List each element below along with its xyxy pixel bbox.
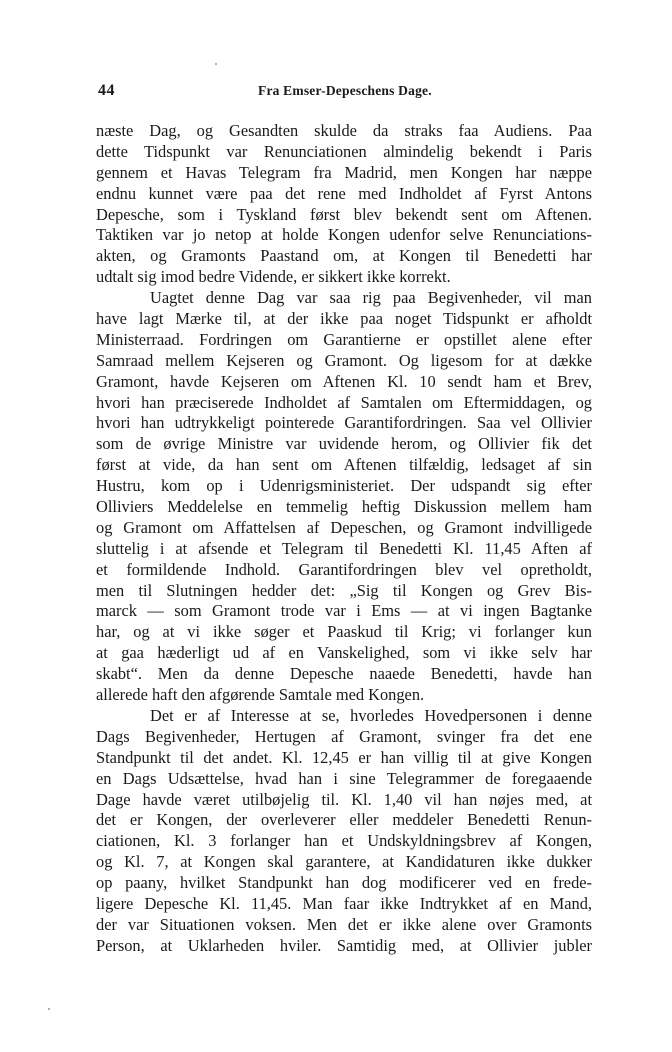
text-line: Person, at Uklarheden hviler. Samtidig med, at Ollivier jubler <box>96 935 592 955</box>
text-line: Samraad mellem Kejseren og Gramont. Og ligesom for at dække <box>96 350 592 370</box>
text-line: en Dags Udsættelse, hvad han i sine Telegrammer de foregaaende <box>96 768 592 788</box>
text-line: hvori han præciserede Indholdet af Samtalen om Eftermiddagen, og <box>96 392 592 412</box>
text-line: marck — som Gramont trode var i Ems — at vi ingen Bagtanke <box>96 601 592 621</box>
text-line: Hustru, kom op i Udenrigsministeriet. Der udspandt sig efter <box>96 476 592 496</box>
text-line: gennem et Havas Telegram fra Madrid, men Kongen har næppe <box>96 162 592 182</box>
text-line: og Gramont om Affattelsen af Depeschen, og Gramont indvilligede <box>96 517 592 537</box>
text-line: ligere Depesche Kl. 11,45. Man faar ikke Indtrykket af en Mand, <box>96 893 592 913</box>
text-line: der var Situationen voksen. Men det er ikke alene over Gramonts <box>96 914 592 934</box>
text-line: som de øvrige Ministre var uvidende herom, og Ollivier fik det <box>96 434 592 454</box>
text-line: have lagt Mærke til, at der ikke paa noget Tidspunkt er afholdt <box>96 309 592 329</box>
text-line: dette Tidspunkt var Renunciationen almindelig bekendt i Paris <box>96 141 592 161</box>
text-line: Olliviers Meddelelse en temmelig heftig Diskussion mellem ham <box>96 497 592 517</box>
text-line: næste Dag, og Gesandten skulde da straks faa Audiens. Paa <box>96 121 592 140</box>
text-line: skabt“. Men da denne Depesche naaede Benedetti, havde han <box>96 664 592 684</box>
text-line: Uagtet denne Dag var saa rig paa Begivenheder, vil man <box>150 288 592 308</box>
text-line: at gaa hæderligt ud af en Vanskelighed, som vi ikke selv har <box>96 643 592 663</box>
text-line: endnu kunnet være paa det rene med Indholdet af Fyrst Antons <box>96 183 592 203</box>
text-line: Standpunkt til det andet. Kl. 12,45 er han villig til at give Kongen <box>96 747 592 767</box>
text-line: akten, og Gramonts Paastand om, at Kongen til Benedetti har <box>96 246 592 266</box>
text-line: Ministerraad. Fordringen om Garantierne er opstillet alene efter <box>96 329 592 349</box>
text-line: det er Kongen, der overleverer eller meddeler Benedetti Renun- <box>96 810 592 830</box>
text-line: Gramont, havde Kejseren om Aftenen Kl. 10 sendt ham et Brev, <box>96 371 592 391</box>
text-line: sluttelig i at afsende et Telegram til Benedetti Kl. 11,45 Aften af <box>96 538 592 558</box>
text-line: et formildende Indhold. Garantifordringen blev vel opretholdt, <box>96 559 592 579</box>
body-text <box>96 121 592 957</box>
running-head <box>98 82 592 102</box>
paper-speck <box>48 1008 50 1010</box>
text-line: men til Slutningen hedder det: „Sig til Kongen og Grev Bis- <box>96 580 592 600</box>
text-line: og Kl. 7, at Kongen skal garantere, at Kandidaturen ikke dukker <box>96 852 592 872</box>
text-line: først at vide, da han sent om Aftenen tilfældig, ledsaget af sin <box>96 455 592 475</box>
text-line: allerede haft den afgørende Samtale med Kongen. <box>96 685 425 705</box>
text-line: Det er af Interesse at se, hvorledes Hovedpersonen i denne <box>150 705 592 725</box>
text-line: udtalt sig imod bedre Vidende, er sikkert ikke korrekt. <box>96 267 451 287</box>
running-title: Fra Emser-Depeschens Dage. <box>258 83 432 98</box>
paper-speck <box>215 63 217 65</box>
text-line: Dage havde været utilbøjelig til. Kl. 1,40 vil han nøjes med, at <box>96 789 592 809</box>
text-line: Dags Begivenheder, Hertugen af Gramont, svinger fra det ene <box>96 726 592 746</box>
page-number: 44 <box>98 82 115 99</box>
text-line: Depesche, som i Tyskland først blev bekendt sent om Aftenen. <box>96 204 592 224</box>
text-line: Taktiken var jo netop at holde Kongen udenfor selve Renunciations- <box>96 225 592 245</box>
text-line: op paany, hvilket Standpunkt han dog modificerer ved en frede- <box>96 873 592 893</box>
text-line: hvori han udtrykkeligt pointerede Garantifordringen. Saa vel Ollivier <box>96 413 592 433</box>
text-line: har, og at vi ikke søger et Paaskud til Krig; vi forlanger kun <box>96 622 592 642</box>
text-line: ciationen, Kl. 3 forlanger han et Undskyldningsbrev af Kongen, <box>96 831 592 851</box>
